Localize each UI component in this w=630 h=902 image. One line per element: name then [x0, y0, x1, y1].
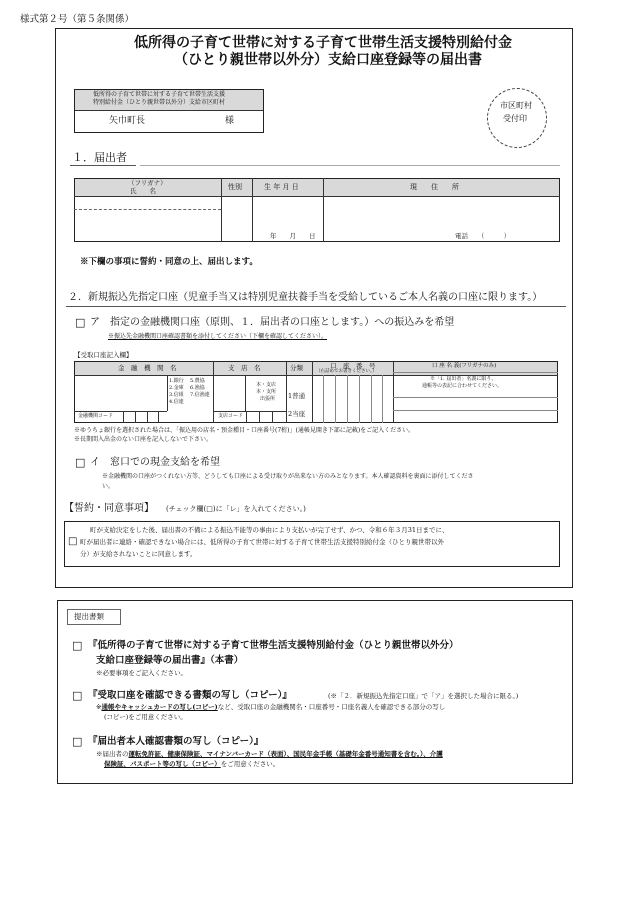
- option-a-note: ※振込先金融機関口座確認書類を添付してください（下欄を確認してください）。: [108, 333, 328, 340]
- option-b-label: イ 窓口での現金支給を希望: [90, 457, 220, 468]
- oath-note: ※下欄の事項に誓約・同意の上、届出します。: [80, 257, 258, 267]
- doc-3-note-underline: 運転免許証、健康保険証、マイナンバーカード（表面）、国民年金手帳（基礎年金番号通知書を含む。）、介護: [128, 750, 443, 758]
- branch-code-label: 支店コード: [218, 413, 244, 419]
- form-number: 様式第２号（第５条関係）: [20, 14, 135, 25]
- branch-type-3: 出張所: [260, 396, 276, 402]
- title-line-1: 低所得の子育て世帯に対する子育て世帯生活支援特別給付金: [134, 35, 512, 51]
- addressee-sama: 様: [225, 116, 235, 126]
- option-a-checkbox[interactable]: □: [75, 316, 86, 329]
- bank-type-3: 3.信組: [169, 392, 184, 398]
- doc-2-note-post: など、受取口座の金融機関名・口座番号・口座名義人を確認できる部分の写し: [217, 703, 446, 711]
- th-birth: 生 年 月 日: [264, 183, 299, 191]
- bank-type-5: 5.農協: [190, 378, 205, 384]
- oath-line-3: 分）が支給されないことに同意します。: [80, 550, 197, 558]
- th-sex: 性別: [228, 183, 242, 191]
- oath-heading-note: (チェック欄(□)に「レ」を入れてください。): [166, 505, 306, 513]
- doc-3-checkbox[interactable]: □: [72, 735, 83, 748]
- account-note-1: ※ゆうちょ銀行を選択された場合は、「振込用の店名・預金種目・口座番号(7桁)」(通帳見開き下部に記載)をご記入ください。: [74, 427, 415, 434]
- doc-2-checkbox[interactable]: □: [72, 689, 83, 702]
- oath-line-1: 町が支給決定をした後、届出書の不備による振込不能等の事由により支払いが完了せず、かつ、令和６年３月31日までに、: [90, 526, 449, 534]
- type-ordinary: 1普通: [288, 392, 306, 400]
- doc-1-checkbox[interactable]: □: [72, 639, 83, 652]
- th-name: 氏 名: [130, 187, 156, 195]
- addressee-small-2: 特別給付金（ひとり親世帯以外分）支給市区町村: [93, 99, 226, 106]
- holder-note-1: ※「1. 届出者」名義に限り、: [430, 376, 497, 382]
- th-bank: 金 融 機 関 名: [118, 364, 177, 372]
- stamp-line-2: 受付印: [503, 114, 527, 123]
- stamp-line-1: 市区町村: [500, 101, 532, 110]
- oath-heading: 【誓約・同意事項】: [64, 503, 154, 514]
- documents-title: 提出書類: [74, 612, 104, 621]
- doc-1-title-1: 『低所得の子育て世帯に対する子育て世帯生活支援特別給付金（ひとり親世帯以外分）: [88, 640, 459, 651]
- th-account-number: 口 座 番 号: [330, 362, 376, 370]
- option-a-label: ア 指定の金融機関口座（原則、１．届出者の口座とします。）への振込みを希望: [90, 317, 455, 328]
- bank-type-7: 7.信漁連: [190, 392, 210, 398]
- doc-2-note-2: (コピー)をご用意ください。: [104, 713, 187, 721]
- oath-line-2: 町が届出者に連絡・確認できない場合には、低所得の子育て世帯に対する子育て世帯生活支援特別給付金（ひとり親世帯以外: [80, 538, 444, 546]
- doc-3-title: 『届出者本人確認書類の写し（コピー）』: [88, 736, 264, 747]
- doc-3-note-2: [104, 761, 279, 768]
- branch-type-1: 本・支店: [256, 382, 277, 388]
- th-address: 現 住 所: [410, 183, 459, 191]
- bank-type-6: 6.漁協: [190, 385, 205, 391]
- bank-type-1: 1.銀行: [169, 378, 184, 384]
- account-caption: 【受取口座記入欄】: [74, 351, 133, 359]
- bank-code-label: 金融機関コード: [78, 413, 114, 419]
- bank-type-4: 4.信連: [169, 399, 184, 405]
- addressee-small-1: 低所得の子育て世帯に対する子育て世帯生活支援: [93, 91, 226, 98]
- doc-3-note-2-post: をご用意ください。: [220, 760, 280, 768]
- account-note-2: ※長期間入出金のない口座を記入しないで下さい。: [74, 436, 213, 443]
- th-type: 分類: [290, 364, 303, 372]
- doc-2-note-pre: ※: [96, 703, 102, 711]
- section-1-heading: １．届出者: [72, 151, 127, 164]
- type-current: 2当座: [288, 410, 306, 418]
- doc-3-note-pre: ※届出者の: [96, 750, 129, 758]
- doc-2-title: 『受取口座を確認できる書類の写し（コピー）』: [88, 690, 292, 701]
- th-furigana: （フリガナ）: [128, 179, 167, 187]
- holder-note-2: 通帳等の表記に合わせてください。: [422, 383, 503, 389]
- option-b-checkbox[interactable]: □: [75, 456, 86, 469]
- doc-1-title-2: 支給口座登録等の届出書』（本書）: [96, 655, 244, 666]
- addressee-box: [74, 89, 264, 133]
- phone-label: 電話 （ ）: [455, 232, 511, 240]
- th-holder: 口 座 名 義(フリガナのみ): [432, 363, 497, 369]
- doc-3-note: [96, 751, 443, 758]
- doc-2-note: [96, 704, 445, 711]
- oath-checkbox[interactable]: □: [68, 536, 78, 547]
- th-branch: 支 店 名: [228, 364, 261, 372]
- doc-2-note-underline: 通帳やキャッシュカードの写し(コピー): [101, 703, 218, 711]
- doc-3-note-2-underline: 保険証、パスポート等の写し（コピー）: [104, 760, 221, 768]
- birth-date-placeholder: 年 月 日: [270, 232, 316, 240]
- branch-type-2: 本・支所: [256, 389, 277, 395]
- th-account-number-sub: （右詰めでお書きください。）: [316, 369, 377, 374]
- option-b-note-2: い。: [102, 483, 115, 490]
- doc-1-note: ※必要事項をご記入ください。: [96, 669, 187, 677]
- doc-2-title-note: (※「２．新規振込先指定口座」で「ア」を選択した場合に限る。): [328, 692, 519, 700]
- option-b-note-1: ※金融機関の口座がつくれない方等、どうしても口座による受け取りが出来ない方のみとなります。本人確認資料を裏面に添付してくださ: [102, 473, 474, 480]
- bank-type-2: 2.金庫: [169, 385, 184, 391]
- title-line-2: （ひとり親世帯以外分）支給口座登録等の届出書: [174, 52, 482, 68]
- addressee-name: 矢巾町長: [109, 116, 146, 126]
- section-2-heading: ２．新規振込先指定口座（児童手当又は特別児童扶養手当を受給しているご本人名義の口座に限ります。）: [68, 292, 543, 303]
